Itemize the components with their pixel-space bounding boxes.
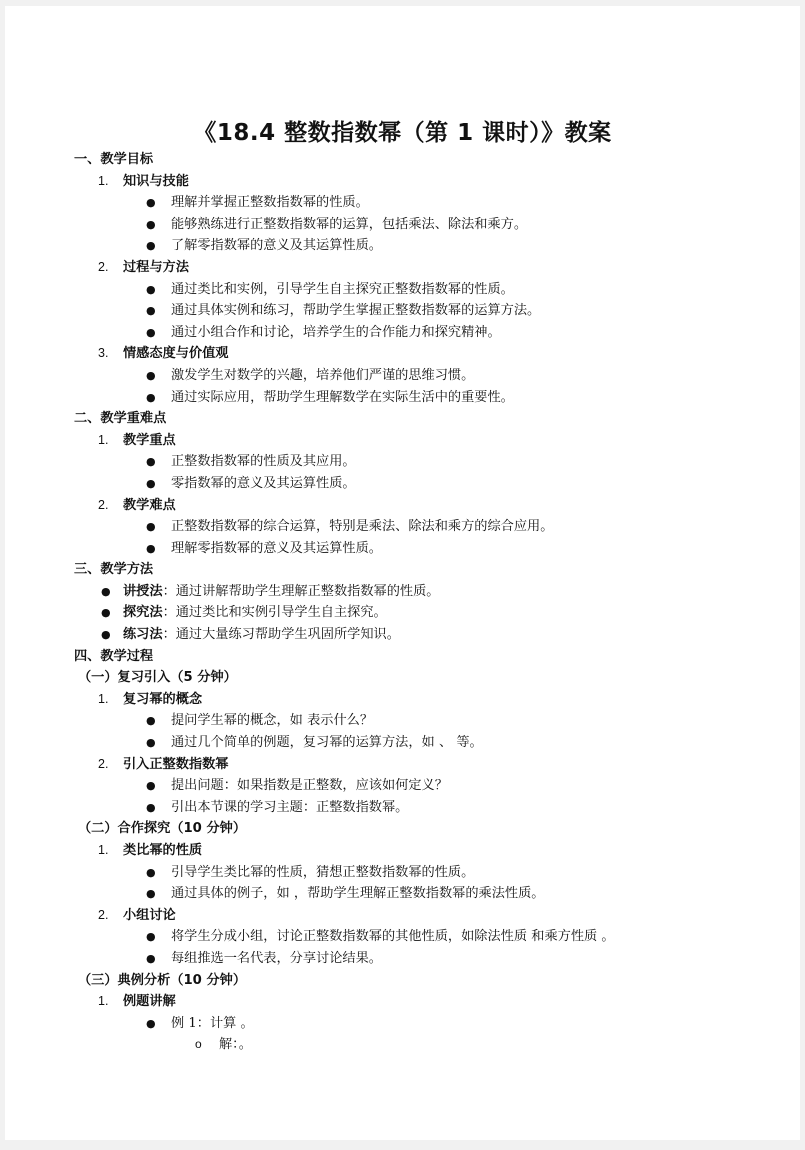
bullet-item — [5, 538, 800, 560]
bullet-icon: ● — [146, 390, 156, 404]
bullet-icon: ● — [146, 304, 156, 318]
method-text: ：通过讲解帮助学生理解正整数指数幂的性质。 — [162, 583, 440, 599]
bullet-item — [5, 775, 800, 797]
bullet-icon: ● — [146, 800, 156, 814]
numbered-item — [5, 689, 800, 711]
bullet-item — [5, 322, 800, 344]
bullet-text: 通过类比和实例，引导学生自主探究正整数指数幂的性质。 — [171, 281, 514, 297]
bullet-item — [5, 451, 800, 473]
numbered-item — [5, 840, 800, 862]
item-label: 情感态度与价值观 — [123, 346, 229, 362]
bullet-item — [5, 732, 800, 754]
method-name: 探究法 — [123, 605, 163, 621]
bullet-item — [5, 214, 800, 236]
bullet-icon: ● — [146, 887, 156, 901]
method-item — [5, 624, 800, 646]
item-number: 2. — [98, 259, 109, 274]
numbered-item — [5, 754, 800, 776]
bullet-item — [5, 192, 800, 214]
bullet-icon: ● — [146, 541, 156, 555]
page-title: 《18.4 整数指数幂（第 1 课时）》教案 — [193, 120, 612, 146]
item-label: 类比幂的性质 — [123, 843, 203, 858]
item-number: 1. — [98, 691, 109, 706]
method-item — [5, 581, 800, 603]
item-number: 2. — [98, 497, 109, 512]
method-text: ：通过类比和实例引导学生自主探究。 — [162, 605, 387, 621]
bullet-icon: ● — [146, 368, 156, 382]
bullet-icon: ● — [146, 455, 156, 469]
document-page — [5, 6, 800, 1140]
bullet-text: 了解零指数幂的意义及其运算性质。 — [171, 238, 382, 254]
bullet-text: 零指数幂的意义及其运算性质。 — [171, 475, 356, 491]
sub-bullet-item — [5, 1034, 800, 1056]
bullet-item — [5, 1013, 800, 1035]
circle-bullet-icon: o — [195, 1037, 202, 1052]
bullet-text: 通过几个简单的例题，复习幂的运算方法，如 、 等。 — [171, 735, 483, 751]
bullet-text: 通过具体的例子，如 ，帮助学生理解正整数指数幂的乘法性质。 — [171, 886, 545, 902]
bullet-item — [5, 948, 800, 970]
bullet-icon: ● — [146, 779, 156, 793]
bullet-icon: ● — [146, 239, 156, 253]
bullet-icon: ● — [146, 951, 156, 965]
item-number: 1. — [98, 843, 109, 857]
bullet-text: 通过具体实例和练习，帮助学生掌握正整数指数幂的运算方法。 — [171, 303, 541, 319]
bullet-icon: ● — [101, 628, 111, 642]
bullet-text: 将学生分成小组，讨论正整数指数幂的其他性质，如除法性质 和乘方性质 。 — [171, 929, 615, 945]
item-number: 1. — [98, 173, 109, 188]
numbered-item — [5, 171, 800, 193]
document-body — [5, 149, 800, 1056]
item-label: 复习幂的概念 — [123, 691, 203, 707]
bullet-icon: ● — [146, 865, 156, 879]
bullet-item — [5, 797, 800, 819]
bullet-item — [5, 926, 800, 948]
bullet-item — [5, 365, 800, 387]
item-number: 1. — [98, 432, 109, 447]
bullet-item — [5, 279, 800, 301]
section-heading-key-points: 二、教学重难点 — [74, 411, 167, 427]
bullet-icon: ● — [146, 714, 156, 728]
bullet-icon: ● — [101, 584, 111, 598]
section-heading-methods: 三、教学方法 — [74, 562, 154, 578]
numbered-item — [5, 991, 800, 1013]
method-item — [5, 602, 800, 624]
item-number: 2. — [98, 756, 109, 771]
method-name: 练习法 — [123, 627, 163, 643]
bullet-text: 每组推选一名代表，分享讨论结果。 — [171, 950, 382, 966]
numbered-item — [5, 343, 800, 365]
bullet-icon: ● — [146, 196, 156, 210]
item-label: 教学难点 — [123, 497, 176, 513]
bullet-icon: ● — [146, 325, 156, 339]
bullet-item — [5, 300, 800, 322]
item-label: 小组讨论 — [123, 907, 176, 923]
bullet-icon: ● — [146, 282, 156, 296]
bullet-icon: ● — [146, 1016, 156, 1030]
method-text: ：通过大量练习帮助学生巩固所学知识。 — [162, 627, 400, 643]
bullet-text: 理解零指数幂的意义及其运算性质。 — [171, 540, 382, 556]
item-label: 教学重点 — [123, 432, 176, 448]
bullet-text: 正整数指数幂的性质及其应用。 — [171, 454, 356, 470]
method-name: 讲授法 — [123, 583, 163, 599]
item-number: 1. — [98, 994, 109, 1009]
item-number: 3. — [98, 346, 109, 361]
subsection-heading-examples: （三）典例分析（10 分钟） — [78, 972, 247, 988]
bullet-text: 能够熟练进行正整数指数幂的运算，包括乘法、除法和乘方。 — [171, 216, 528, 232]
numbered-item — [5, 905, 800, 927]
bullet-icon: ● — [146, 736, 156, 750]
bullet-text: 理解并掌握正整数指数幂的性质。 — [171, 195, 369, 211]
bullet-item — [5, 235, 800, 257]
subsection-heading-explore: （二）合作探究（10 分钟） — [78, 821, 247, 837]
item-label: 引入正整数指数幂 — [123, 756, 229, 772]
item-label: 知识与技能 — [123, 173, 189, 189]
item-number: 2. — [98, 907, 109, 922]
sub-bullet-text: 解：。 — [219, 1037, 252, 1053]
numbered-item — [5, 257, 800, 279]
bullet-text: 通过小组合作和讨论，培养学生的合作能力和探究精神。 — [171, 324, 501, 340]
bullet-text: 通过实际应用，帮助学生理解数学在实际生活中的重要性。 — [171, 389, 514, 405]
bullet-text: 正整数指数幂的综合运算，特别是乘法、除法和乘方的综合应用。 — [171, 519, 554, 535]
bullet-item — [5, 710, 800, 732]
bullet-item — [5, 473, 800, 495]
bullet-text: 引出本节课的学习主题：正整数指数幂。 — [171, 799, 409, 815]
numbered-item — [5, 495, 800, 517]
item-label: 例题讲解 — [123, 994, 176, 1010]
item-label: 过程与方法 — [123, 259, 189, 275]
bullet-item — [5, 387, 800, 409]
bullet-text: 例 1：计算 。 — [171, 1015, 254, 1031]
subsection-heading-review: （一）复习引入（5 分钟） — [78, 670, 237, 686]
bullet-icon: ● — [146, 476, 156, 490]
bullet-icon: ● — [146, 930, 156, 944]
section-heading-objectives: 一、教学目标 — [74, 152, 154, 167]
bullet-text: 引导学生类比幂的性质，猜想正整数指数幂的性质。 — [171, 864, 475, 880]
section-heading-process: 四、教学过程 — [74, 648, 154, 664]
numbered-item — [5, 430, 800, 452]
bullet-text: 提问学生幂的概念，如 表示什么？ — [171, 713, 374, 729]
bullet-icon: ● — [146, 217, 156, 231]
bullet-item — [5, 883, 800, 905]
bullet-icon: ● — [101, 606, 111, 620]
bullet-item — [5, 516, 800, 538]
bullet-icon: ● — [146, 520, 156, 534]
bullet-item — [5, 862, 800, 884]
bullet-text: 激发学生对数学的兴趣，培养他们严谨的思维习惯。 — [171, 367, 475, 383]
bullet-text: 提出问题：如果指数是正整数，应该如何定义？ — [171, 778, 448, 794]
